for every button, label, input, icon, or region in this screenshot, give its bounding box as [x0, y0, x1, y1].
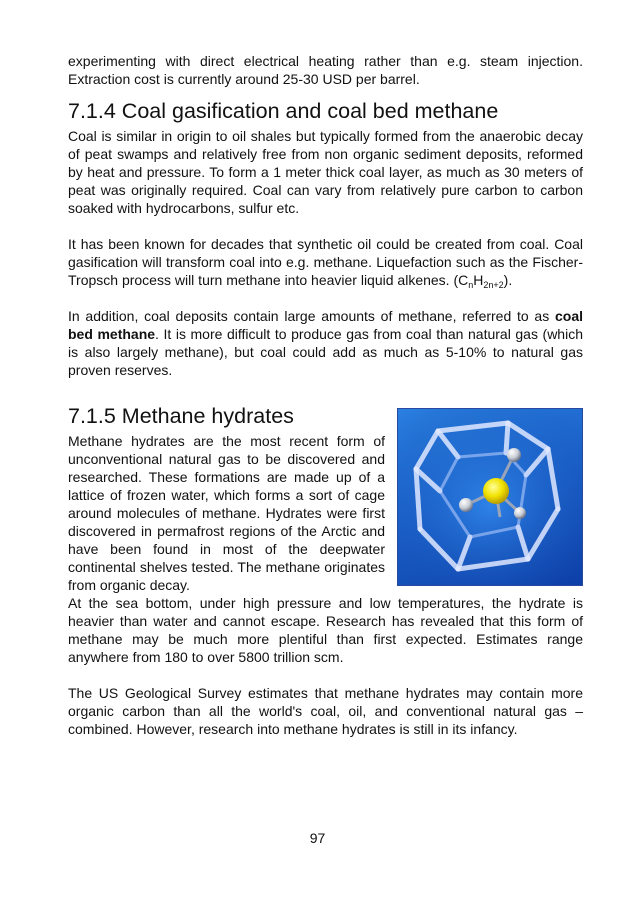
alkane-formula: $(C_nH_{2n+2})$.	[453, 272, 513, 290]
hydrates-paragraph-1: Methane hydrates are the most recent form of unconventional natural gas to be discovered and researched. These formations are made up of a lattice of frozen water, which forms a sort of cage around molecules of methane. Hydrates were first discovered in permafrost regions of the Arctic and have been found in most of the deepwater continental shelves tested. The methane originates from organic decay.	[68, 433, 385, 593]
heading-7-1-5: 7.1.5 Methane hydrates	[68, 404, 294, 428]
page-body	[68, 52, 583, 738]
coal-paragraph-3: In addition, coal deposits contain large amounts of methane, referred to as coal bed methane. It is more difficult to produce gas from coal than natural gas (which is also largely methane), but coal could add as much as 5-10% to natural gas proven reserves.	[68, 308, 583, 378]
hydrogen-atom-icon	[507, 448, 521, 462]
coal-paragraph-1: Coal is similar in origin to oil shales but typically formed from the anaerobic decay of peat swamps and relatively free from non organic sediment deposits, reformed by heat and pressure. To form a 1 meter thick coal layer, as much as 30 meters of peat was originally required. Coal can vary from relatively pure carbon to carbon soaked with hydrocarbons, sulfur etc.	[68, 128, 583, 216]
hydrate-cage-illustration	[398, 409, 582, 585]
heading-7-1-4: 7.1.4 Coal gasification and coal bed methane	[68, 99, 499, 123]
hydrogen-atom-icon	[514, 507, 526, 519]
coal-bed-methane-term: coal bed methane	[68, 308, 583, 342]
coal-paragraph-2-text: It has been known for decades that synthetic oil could be created from coal. Coal gasification will transform coal into e.g. methane. Liquefaction such as the Fischer-Tropsch process will turn methane into heavier liquid alkenes.	[68, 236, 583, 288]
hydrogen-atom-icon	[459, 498, 473, 512]
methane-hydrate-cage-image	[397, 408, 583, 586]
intro-paragraph: experimenting with direct electrical heating rather than e.g. steam injection. Extraction cost is currently around 25-30 USD per barrel.	[68, 53, 583, 87]
page-number: 97	[309, 830, 326, 846]
hydrates-paragraph-3: The US Geological Survey estimates that methane hydrates may contain more organic carbon than all the world's coal, oil, and conventional natural gas – combined. However, research into methane hydrates is still in its infancy.	[68, 685, 583, 737]
carbon-atom-icon	[483, 478, 509, 504]
hydrates-paragraph-2: At the sea bottom, under high pressure and low temperatures, the hydrate is heavier than water and cannot escape. Research has revealed that this form of methane may be much more plentiful than first expected. Estimates range anywhere from 180 to over 5800 trillion scm.	[68, 595, 583, 665]
coal-paragraph-2	[68, 235, 583, 289]
